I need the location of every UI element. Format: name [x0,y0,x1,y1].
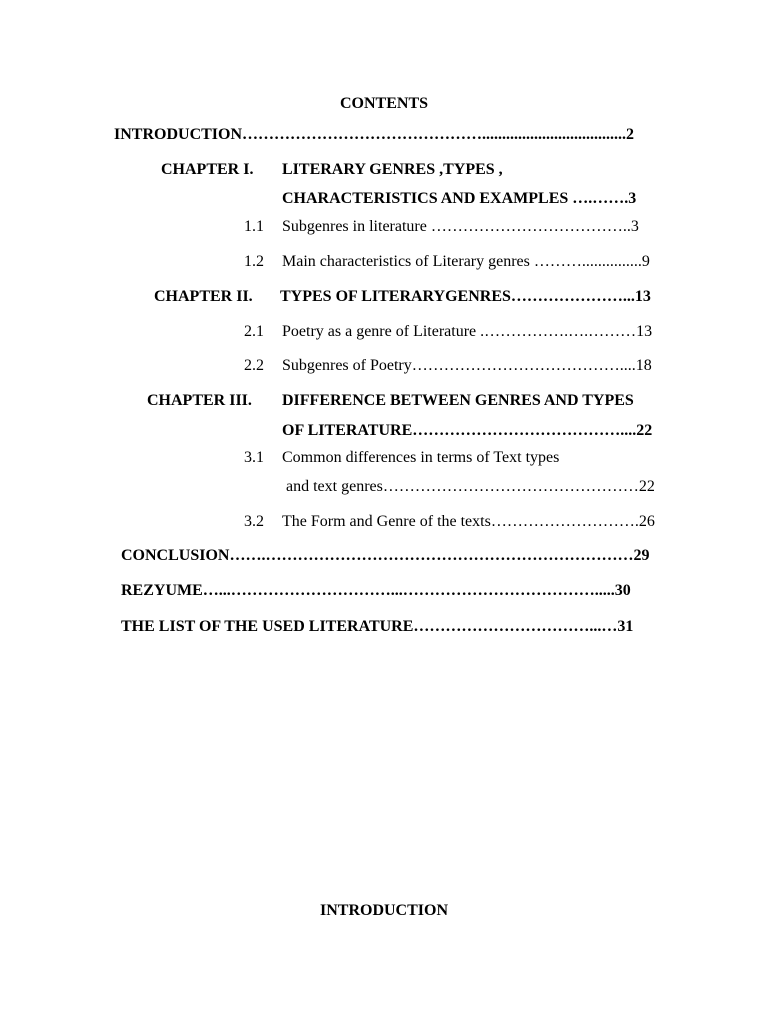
contents-title: CONTENTS [339,95,429,112]
toc-entry-used-literature: THE LIST OF THE USED LITERATURE……………………………...…31 [121,618,634,635]
toc-chapter2-title: TYPES OF LITERARYGENRES…………………...13 [280,288,651,305]
toc-section-number: 3.2 [244,513,264,530]
toc-section-entry: Main characteristics of Literary genres ………...............9 [282,253,650,270]
toc-entry-rezyume: REZYUME…...…………………………...……………………………….....30 [121,582,631,599]
section-heading-introduction: INTRODUCTION [319,902,448,919]
toc-section-number: 2.2 [244,357,264,374]
toc-chapter2-label: CHAPTER II. [154,288,253,305]
toc-section-entry: The Form and Genre of the texts……………………….26 [282,513,655,530]
toc-section-entry: Poetry as a genre of Literature .…………….….………13 [282,323,653,340]
toc-section-number: 1.2 [244,253,264,270]
toc-chapter3-label: CHAPTER III. [147,392,252,409]
toc-section-number: 2.1 [244,323,264,340]
toc-chapter1-title: LITERARY GENRES ,TYPES , [282,161,503,178]
toc-entry-introduction: INTRODUCTION………………………………………....................................2 [114,126,635,143]
toc-entry-conclusion: CONCLUSION…….……………………………………………………………29 [121,547,650,564]
toc-section-number: 3.1 [244,449,264,466]
toc-chapter1-title-cont: CHARACTERISTICS AND EXAMPLES ….…….3 [282,190,637,207]
toc-section-number: 1.1 [244,218,264,235]
toc-section-entry: Subgenres of Poetry…………………………………....18 [282,357,652,374]
toc-section-entry: Common differences in terms of Text types [282,449,560,466]
toc-chapter3-title: DIFFERENCE BETWEEN GENRES AND TYPES [282,392,634,409]
toc-section-entry: Subgenres in literature ………………………………..3 [282,218,639,235]
toc-chapter3-title-cont: OF LITERATURE…………………………………....22 [282,422,653,439]
toc-chapter1-label: CHAPTER I. [161,161,254,178]
toc-section-entry-cont: and text genres…………………………………………22 [286,478,655,495]
